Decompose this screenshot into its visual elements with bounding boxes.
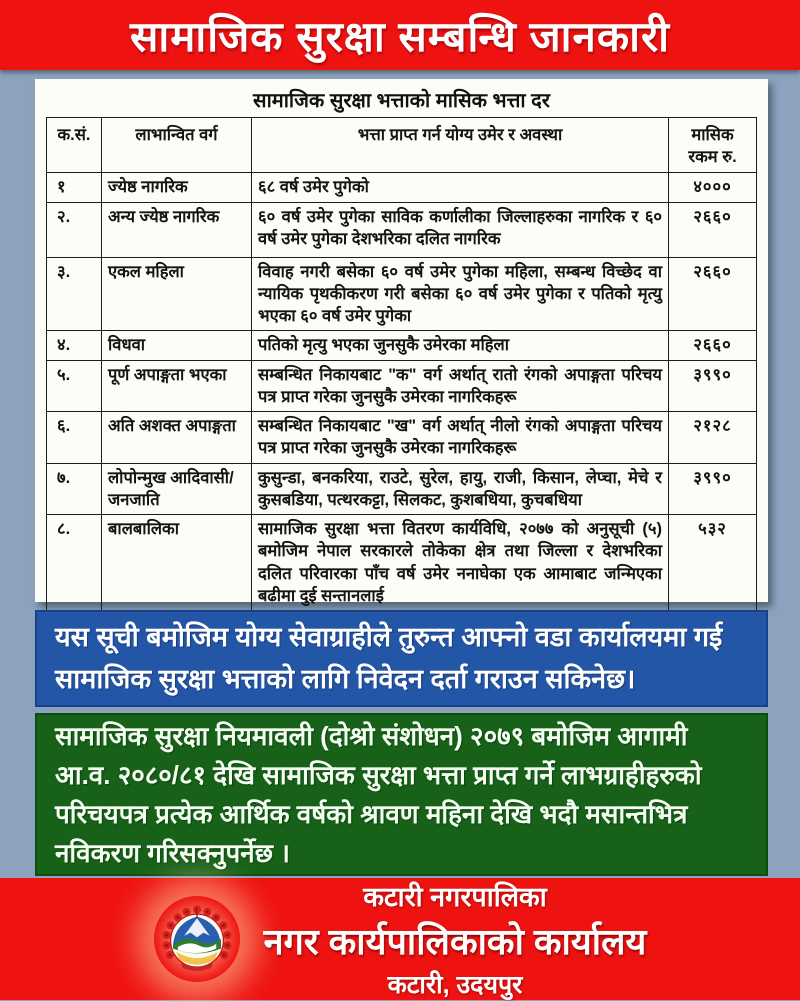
row-serial: ७. <box>47 463 102 515</box>
row-category: ज्येष्ठ नागरिक <box>102 172 252 202</box>
municipality-name: कटारी नगरपालिका <box>363 882 547 912</box>
row-serial: ८. <box>47 515 102 615</box>
col-header-amount: मासिक रकम रु. <box>669 118 757 173</box>
notice-renewal-text: सामाजिक सुरक्षा नियमावली (दोश्रो संशोधन) २०७९ बमोजिम आगामी आ.व. २०८०/८१ देखि सामाजिक सुरक्षा भत्ता प्राप्त गर्ने लाभग्राहीहरुको परिचयपत्र प्रत्येक आर्थिक वर्षको श्रावण महिना देखि भदौ मसान्तभित्र नविकरण गरिसक्नुपर्नेछ । <box>55 720 702 868</box>
table-header-row <box>47 118 757 173</box>
row-amount: २६६० <box>669 257 757 331</box>
row-serial: ४. <box>47 331 102 360</box>
table-row <box>47 257 757 331</box>
table-row <box>47 360 757 412</box>
row-serial: ३. <box>47 257 102 331</box>
emblem-svg <box>157 899 237 979</box>
row-serial: ६. <box>47 412 102 464</box>
office-location: कटारी, उदयपुर <box>387 971 523 999</box>
row-description: सामाजिक सुरक्षा भत्ता वितरण कार्यविधि, २०७७ को अनुसूची (५) बमोजिम नेपाल सरकारले तोकेका क्षेत्र तथा जिल्ला र देशभरिका दलित परिवारका पाँच वर्ष उमेर ननाघेका एक आमाबाट जन्मिएका बढीमा दुई सन्तानलाई <box>252 515 669 615</box>
row-amount: २६६० <box>669 331 757 360</box>
row-description: सम्बन्धित निकायबाट "ख" वर्ग अर्थात् नीलो रंगको अपाङ्गता परिचय पत्र प्राप्त गरेका जुनसुकै उमेरका नागरिकहरू <box>252 412 669 464</box>
row-description: कुसुन्डा, बनकरिया, राउटे, सुरेल, हायु, राजी, किसान, लेप्चा, मेचे र कुसबडिया, पत्थरकट्टा, सिलकट, कुशबधिया, कुचबधिया <box>252 463 669 515</box>
page-title: सामाजिक सुरक्षा सम्बन्धि जानकारी <box>129 12 671 60</box>
table-row <box>47 412 757 464</box>
row-category: लोपोन्मुख आदिवासी/ जनजाति <box>102 463 252 515</box>
table-row <box>47 515 757 615</box>
row-amount: ४००० <box>669 172 757 202</box>
office-name: नगर कार्यपालिकाको कार्यालय <box>263 921 647 962</box>
row-amount: ५३२ <box>669 515 757 615</box>
table-row <box>47 172 757 202</box>
table-title: सामाजिक सुरक्षा भत्ताको मासिक भत्ता दर <box>253 90 550 112</box>
row-serial: ५. <box>47 360 102 412</box>
allowance-table-panel <box>35 79 768 605</box>
row-category: एकल महिला <box>102 257 252 331</box>
footer-office-block <box>264 877 647 1001</box>
row-description: ६८ वर्ष उमेर पुगेको <box>252 172 669 202</box>
row-category: बालबालिका <box>102 515 252 615</box>
row-description: ६० वर्ष उमेर पुगेका साविक कर्णालीका जिल्लाहरुका नागरिक र ६० वर्ष उमेर पुगेका देशभरिका दलित नागरिक <box>252 202 669 257</box>
row-category: विधवा <box>102 331 252 360</box>
allowance-rate-table <box>46 117 757 615</box>
row-category: अति अशक्त अपाङ्गता <box>102 412 252 464</box>
row-category: अन्य ज्येष्ठ नागरिक <box>102 202 252 257</box>
nepal-government-emblem-icon <box>154 896 240 982</box>
table-row <box>47 463 757 515</box>
row-amount: ३९९० <box>669 463 757 515</box>
col-header-eligibility: भत्ता प्राप्त गर्न योग्य उमेर र अवस्था <box>252 118 669 173</box>
row-description: पतिको मृत्यु भएका जुनसुकै उमेरका महिला <box>252 331 669 360</box>
row-serial: १ <box>47 172 102 202</box>
footer-banner <box>0 878 800 1000</box>
row-category: पूर्ण अपाङ्गता भएका <box>102 360 252 412</box>
header-banner <box>0 0 800 70</box>
table-row <box>47 331 757 360</box>
notice-registration-text: यस सूची बमोजिम योग्य सेवाग्राहीले तुरुन्त आफ्नो वडा कार्यालयमा गई सामाजिक सुरक्षा भत्ताको लागि निवेदन दर्ता गराउन सकिनेछ। <box>55 621 723 694</box>
row-serial: २. <box>47 202 102 257</box>
row-description: विवाह नगरी बसेका ६० वर्ष उमेर पुगेका महिला, सम्बन्ध विच्छेद वा न्यायिक पृथकीकरण गरी बसेका ६० वर्ष उमेर पुगेका र पतिको मृत्यु भएका ६० वर्ष उमेर पुगेका <box>252 257 669 331</box>
row-amount: २६६० <box>669 202 757 257</box>
notice-renewal <box>35 713 768 876</box>
table-row <box>47 202 757 257</box>
notice-registration <box>35 610 768 707</box>
col-header-category: लाभान्वित वर्ग <box>102 118 252 173</box>
row-amount: ३९९० <box>669 360 757 412</box>
row-description: सम्बन्धित निकायबाट "क" वर्ग अर्थात् रातो रंगको अपाङ्गता परिचय पत्र प्राप्त गरेका जुनसुकै उमेरका नागरिकहरू <box>252 360 669 412</box>
col-header-serial: क.सं. <box>47 118 102 173</box>
row-amount: २१२८ <box>669 412 757 464</box>
